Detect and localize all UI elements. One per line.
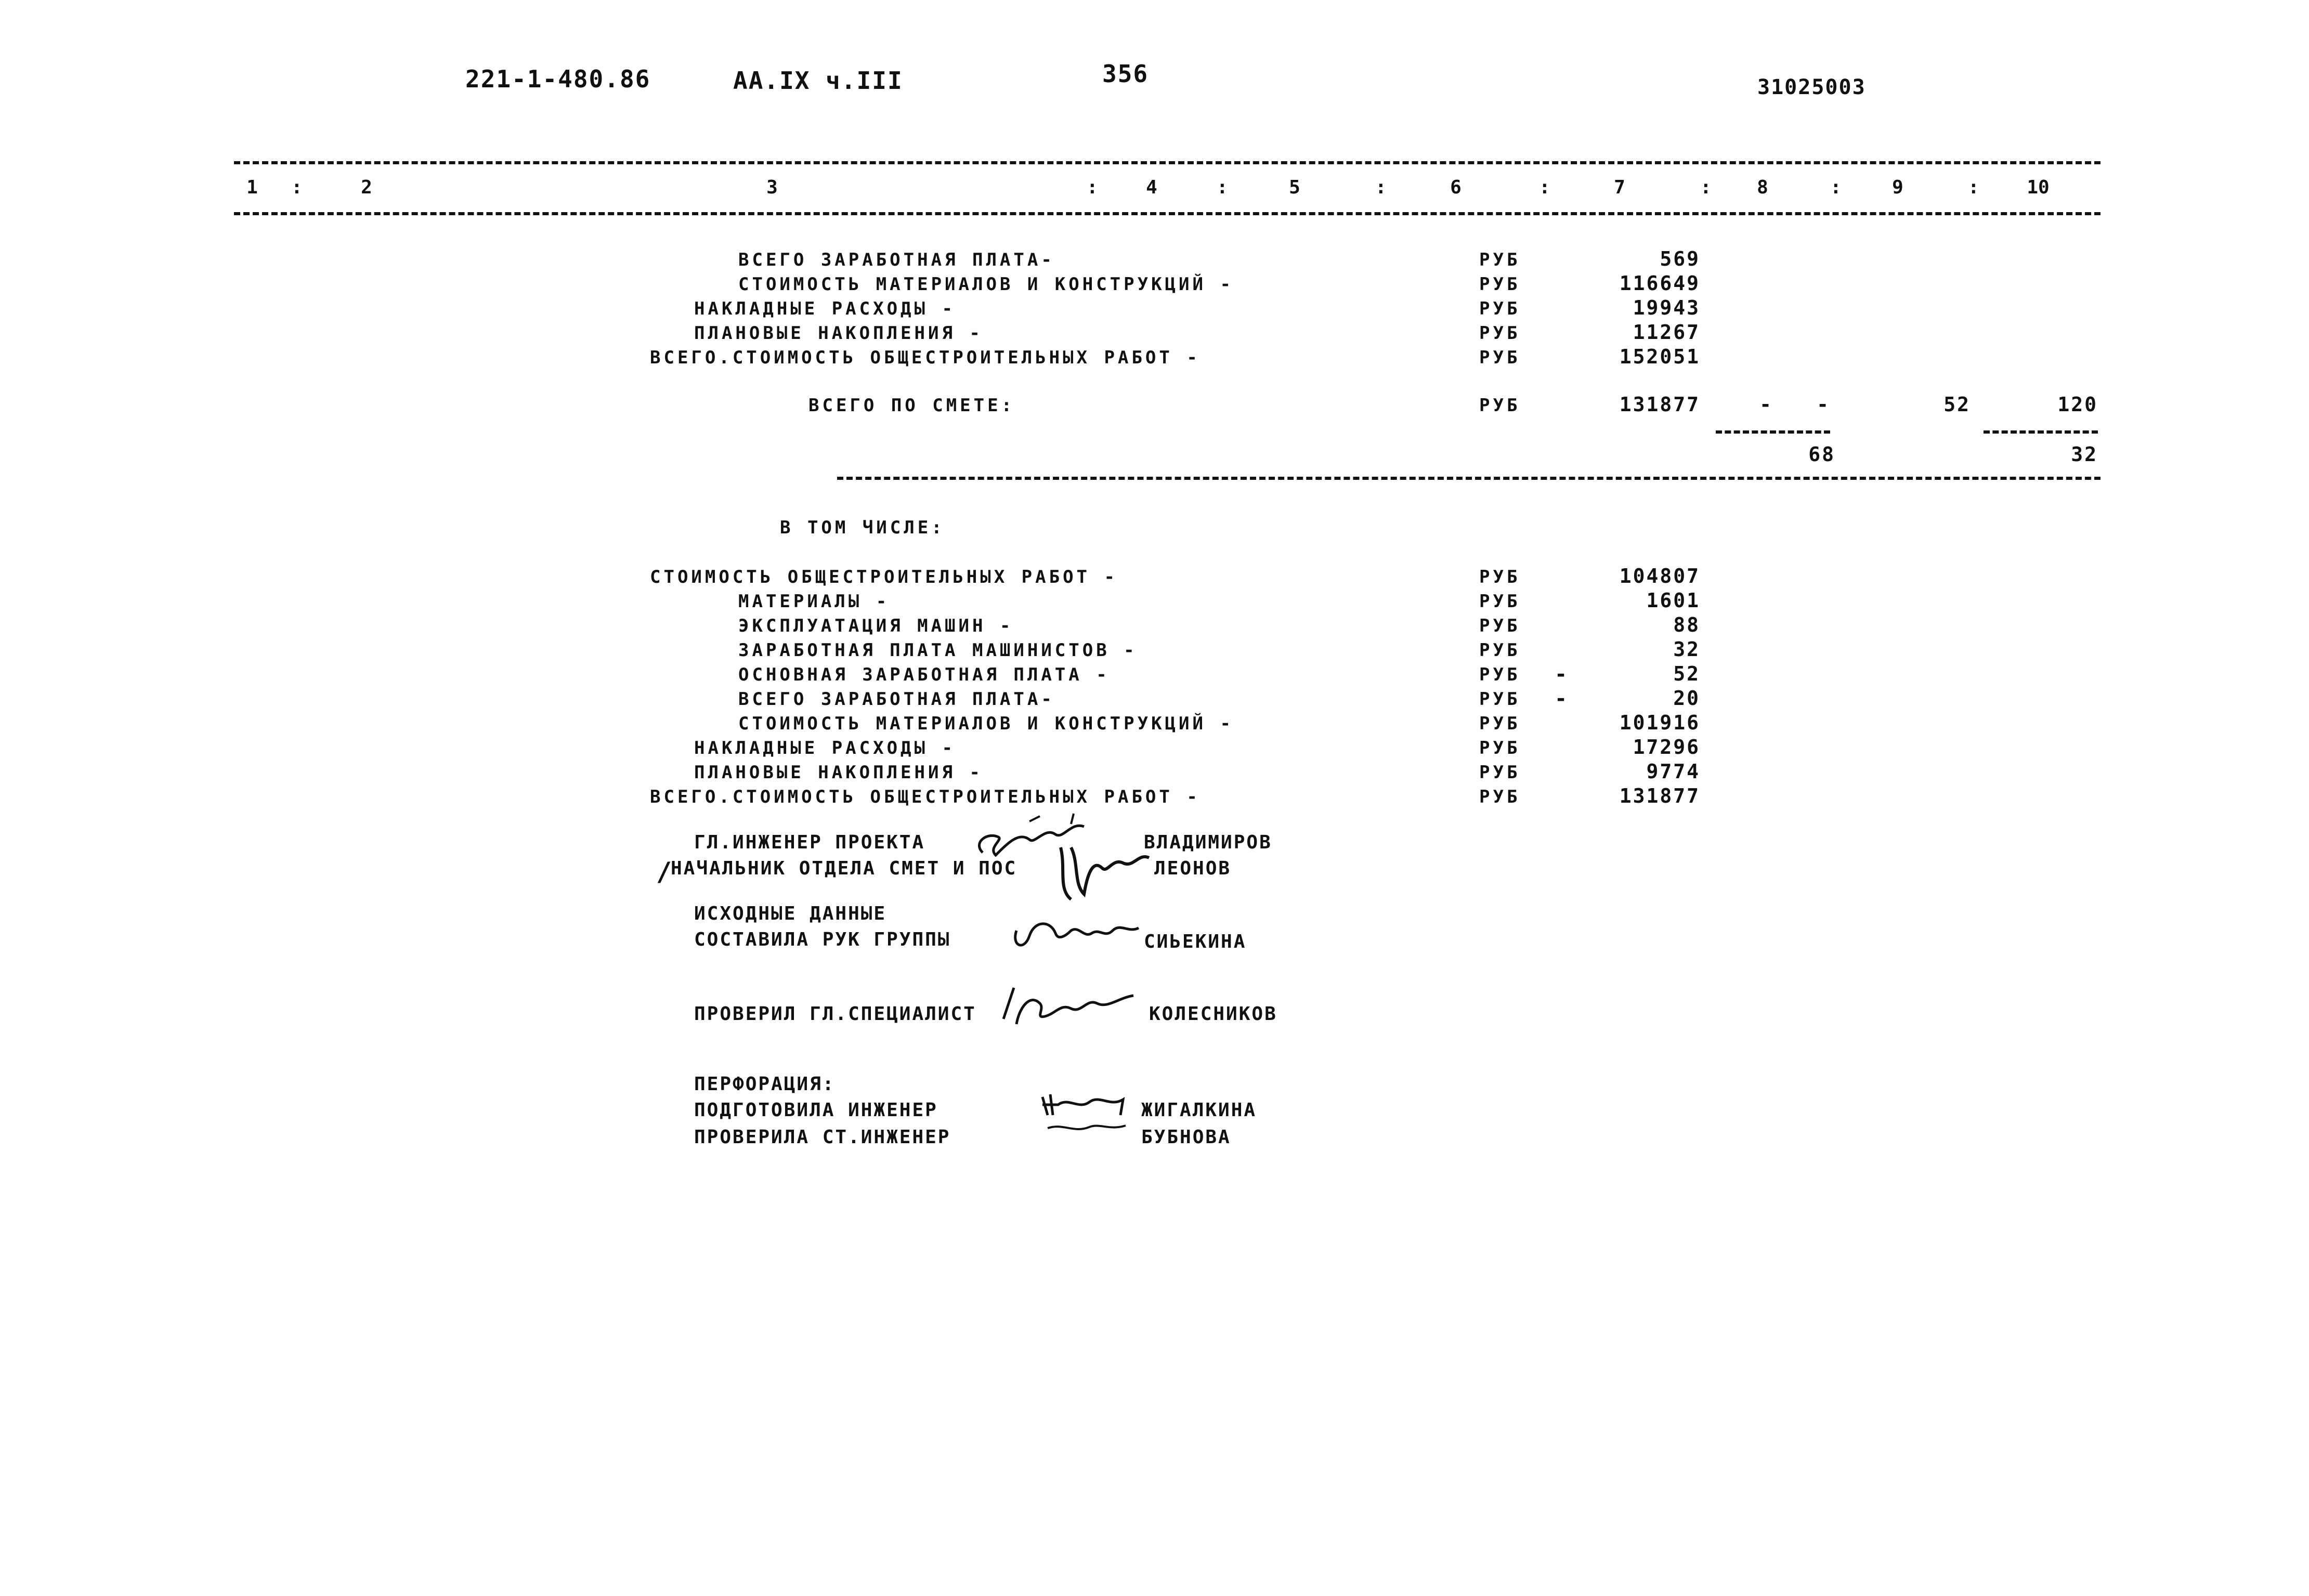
- column-number: 2: [361, 177, 372, 198]
- breakdown-dash: -: [1555, 687, 1571, 711]
- breakdown-label: ВСЕГО ЗАРАБОТНАЯ ПЛАТА-: [738, 689, 1055, 710]
- breakdown-unit: РУБ: [1479, 787, 1521, 807]
- cost-value: 19943: [1633, 296, 1700, 319]
- cost-label: НАКЛАДНЫЕ РАСХОДЫ -: [694, 298, 956, 319]
- column-separator: :: [1830, 177, 1842, 198]
- breakdown-value: 9774: [1646, 760, 1700, 783]
- verified-role: ПРОВЕРИЛА СТ.ИНЖЕНЕР: [694, 1127, 951, 1148]
- perforation-label: ПЕРФОРАЦИЯ:: [694, 1074, 836, 1095]
- breakdown-label: СТОИМОСТЬ МАТЕРИАЛОВ И КОНСТРУКЦИЙ -: [738, 713, 1234, 734]
- source-data-label: ИСХОДНЫЕ ДАННЫЕ: [694, 903, 887, 924]
- header-top-rule: [234, 161, 2101, 164]
- checker-role: ПРОВЕРИЛ ГЛ.СПЕЦИАЛИСТ: [694, 1003, 976, 1025]
- cost-value: 152051: [1619, 345, 1700, 368]
- breakdown-label: НАКЛАДНЫЕ РАСХОДЫ -: [694, 738, 956, 758]
- total-unit: РУБ: [1479, 395, 1521, 416]
- breakdown-unit: РУБ: [1479, 640, 1521, 661]
- breakdown-unit: РУБ: [1479, 738, 1521, 758]
- column-separator: :: [1700, 177, 1712, 198]
- total-col8: -: [1759, 393, 1773, 416]
- dept-head-name: ЛЕОНОВ: [1154, 858, 1232, 879]
- breakdown-value: 17296: [1633, 736, 1700, 758]
- verified-name: БУБНОВА: [1141, 1127, 1231, 1148]
- column-number: 8: [1757, 177, 1768, 198]
- column-number: 9: [1892, 177, 1903, 198]
- column-separator: :: [1087, 177, 1098, 198]
- prepared-role: ПОДГОТОВИЛА ИНЖЕНЕР: [694, 1100, 938, 1121]
- breakdown-label: ПЛАНОВЫЕ НАКОПЛЕНИЯ -: [694, 762, 983, 783]
- column-number: 6: [1450, 177, 1462, 198]
- total-subrule-right: [1984, 430, 2098, 434]
- breakdown-unit: РУБ: [1479, 591, 1521, 612]
- page-number: 356: [1102, 60, 1149, 88]
- total-label: ВСЕГО ПО СМЕТЕ:: [808, 395, 1015, 416]
- breakdown-unit: РУБ: [1479, 713, 1521, 734]
- total-col10: 52: [1943, 393, 1971, 416]
- cost-value: 569: [1660, 247, 1700, 270]
- total-col9: -: [1817, 393, 1830, 416]
- cost-value: 116649: [1619, 272, 1700, 295]
- breakdown-unit: РУБ: [1479, 762, 1521, 783]
- breakdown-label: ЭКСПЛУАТАЦИЯ МАШИН -: [738, 616, 1014, 636]
- cost-unit: РУБ: [1479, 347, 1521, 368]
- breakdown-value: 1601: [1646, 589, 1700, 612]
- dept-head-signature: [1055, 837, 1159, 910]
- breakdown-unit: РУБ: [1479, 689, 1521, 710]
- column-number: 7: [1614, 177, 1625, 198]
- breakdown-label: ЗАРАБОТНАЯ ПЛАТА МАШИНИСТОВ -: [738, 640, 1138, 661]
- compiler-role: СОСТАВИЛА РУК ГРУППЫ: [694, 929, 951, 950]
- breakdown-label: ВСЕГО.СТОИМОСТЬ ОБЩЕСТРОИТЕЛЬНЫХ РАБОТ -: [650, 787, 1201, 807]
- column-number: 5: [1289, 177, 1300, 198]
- project-code: 221-1-480.86: [465, 65, 651, 93]
- breakdown-dash: -: [1555, 662, 1571, 686]
- column-separator: :: [1375, 177, 1387, 198]
- section-divider: [837, 477, 2101, 480]
- slash-mark: /: [656, 857, 672, 887]
- total-sub-left: 68: [1808, 443, 1835, 466]
- breakdown-value: 131877: [1619, 784, 1700, 807]
- including-label: В ТОМ ЧИСЛЕ:: [780, 517, 945, 538]
- breakdown-value: 20: [1673, 687, 1700, 710]
- checker-name: КОЛЕСНИКОВ: [1149, 1003, 1277, 1025]
- breakdown-value: 88: [1673, 613, 1700, 636]
- breakdown-unit: РУБ: [1479, 616, 1521, 636]
- column-number: 3: [766, 177, 778, 198]
- column-separator: :: [1539, 177, 1550, 198]
- column-separator: :: [291, 177, 303, 198]
- cost-unit: РУБ: [1479, 250, 1521, 270]
- dept-head-role: НАЧАЛЬНИК ОТДЕЛА СМЕТ И ПОС: [671, 858, 1017, 879]
- checker-signature: [993, 977, 1149, 1035]
- compiler-signature: [1009, 910, 1144, 957]
- total-value: 131877: [1619, 393, 1700, 416]
- cost-label: ВСЕГО ЗАРАБОТНАЯ ПЛАТА-: [738, 250, 1055, 270]
- prepared-name: ЖИГАЛКИНА: [1141, 1100, 1257, 1121]
- cost-label: СТОИМОСТЬ МАТЕРИАЛОВ И КОНСТРУКЦИЙ -: [738, 274, 1234, 295]
- album-reference: АА.IX ч.III: [733, 67, 903, 95]
- breakdown-value: 101916: [1619, 711, 1700, 734]
- cost-label: ВСЕГО.СТОИМОСТЬ ОБЩЕСТРОИТЕЛЬНЫХ РАБОТ -: [650, 347, 1201, 368]
- compiler-name: СИЬЕКИНА: [1144, 931, 1247, 952]
- breakdown-unit: РУБ: [1479, 664, 1521, 685]
- total-subrule-left: [1716, 430, 1830, 434]
- breakdown-label: ОСНОВНАЯ ЗАРАБОТНАЯ ПЛАТА -: [738, 664, 1110, 685]
- cost-unit: РУБ: [1479, 323, 1521, 344]
- chief-engineer-name: ВЛАДИМИРОВ: [1144, 832, 1272, 853]
- total-sub-right: 32: [2071, 443, 2098, 466]
- header-bottom-rule: [234, 212, 2101, 215]
- cost-unit: РУБ: [1479, 274, 1521, 295]
- breakdown-unit: РУБ: [1479, 567, 1521, 587]
- column-separator: :: [1968, 177, 1979, 198]
- breakdown-label: СТОИМОСТЬ ОБЩЕСТРОИТЕЛЬНЫХ РАБОТ -: [650, 567, 1118, 587]
- cost-unit: РУБ: [1479, 298, 1521, 319]
- breakdown-label: МАТЕРИАЛЫ -: [738, 591, 890, 612]
- total-col11: 120: [2057, 393, 2098, 416]
- cost-value: 11267: [1633, 321, 1700, 344]
- prepared-signature: [1037, 1087, 1141, 1144]
- breakdown-value: 52: [1673, 662, 1700, 685]
- column-separator: :: [1217, 177, 1228, 198]
- column-number: 1: [246, 177, 258, 198]
- column-number: 4: [1146, 177, 1157, 198]
- chief-engineer-role: ГЛ.ИНЖЕНЕР ПРОЕКТА: [694, 832, 925, 853]
- doc-number: 31025003: [1757, 75, 1866, 99]
- breakdown-value: 104807: [1619, 565, 1700, 587]
- breakdown-value: 32: [1673, 638, 1700, 661]
- column-number: 10: [2027, 177, 2050, 198]
- cost-label: ПЛАНОВЫЕ НАКОПЛЕНИЯ -: [694, 323, 983, 344]
